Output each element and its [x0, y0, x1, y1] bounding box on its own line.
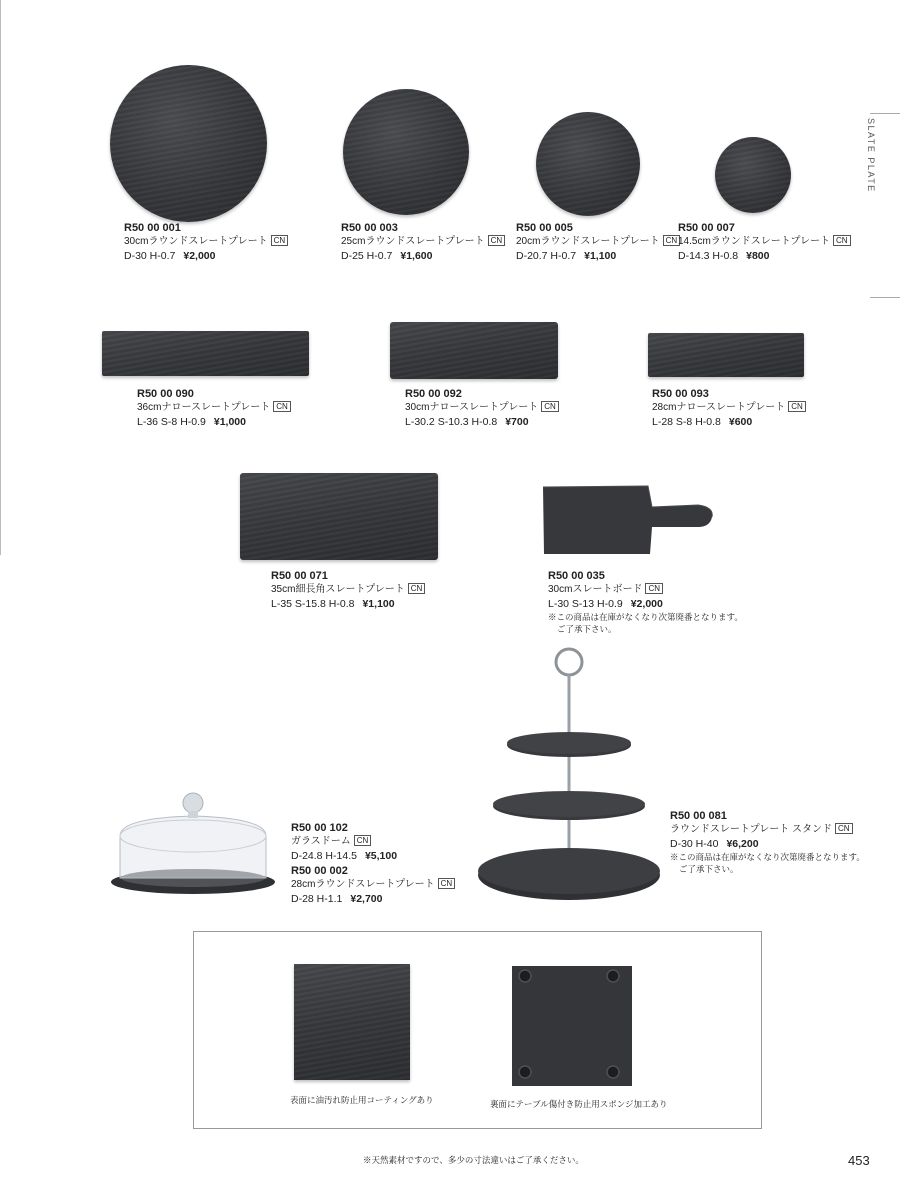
sponge-underside-image: [512, 966, 632, 1086]
product-name: ラウンドスレートプレート スタンド: [670, 824, 832, 835]
product-price: ¥2,000: [183, 250, 216, 262]
product-info-005: [516, 221, 680, 263]
side-rule-bottom: [870, 297, 900, 298]
origin-badge: CN: [835, 823, 853, 834]
origin-badge: CN: [354, 835, 372, 846]
origin-badge: CN: [541, 401, 559, 412]
product-name: 20cmラウンドスレートプレート: [516, 236, 660, 247]
product-name: 36cmナロースレートプレート: [137, 402, 271, 413]
product-code: R50 00 003: [341, 222, 398, 234]
origin-badge: CN: [408, 583, 426, 594]
origin-badge: CN: [273, 401, 291, 412]
product-name: 30cmナロースレートプレート: [405, 402, 539, 413]
product-code: R50 00 035: [548, 570, 605, 582]
product-image-round-25cm: [343, 89, 469, 215]
product-image-round-30cm: [110, 65, 267, 222]
product-code: R50 00 093: [652, 388, 709, 400]
product-name: 14.5cmラウンドスレートプレート: [678, 236, 830, 247]
product-dimensions: L-30.2 S-10.3 H-0.8: [405, 416, 498, 428]
product-info-071: [271, 569, 425, 611]
product-name: 30cmスレートボード: [548, 584, 643, 595]
discontinued-note-2: ご了承下さい。: [557, 624, 617, 634]
product-name: 30cmラウンドスレートプレート: [124, 236, 268, 247]
product-dimensions: L-28 S-8 H-0.8: [652, 416, 721, 428]
product-info-092: [405, 387, 559, 429]
discontinued-note: ※この商品は在庫がなくなり次第廃番となります。: [670, 852, 865, 862]
product-image-slate-board: [540, 483, 715, 558]
product-info-003: [341, 221, 505, 263]
product-info-090: [137, 387, 291, 429]
product-dimensions: L-36 S-8 H-0.9: [137, 416, 206, 428]
natural-material-footnote: ※天然素材ですので、多少の寸法違いはご了承ください。: [363, 1155, 584, 1165]
origin-badge: CN: [438, 878, 456, 889]
product-image-round-14cm: [715, 137, 791, 213]
product-info-081: [670, 809, 865, 875]
left-margin-rule: [0, 0, 1, 555]
product-price: ¥2,700: [350, 893, 383, 905]
product-code: R50 00 007: [678, 222, 735, 234]
product-dimensions: D-25 H-0.7: [341, 250, 393, 262]
product-image-rect-35cm: [240, 473, 438, 560]
product-price: ¥1,600: [400, 250, 433, 262]
product-price: ¥5,100: [364, 850, 398, 862]
product-code: R50 00 090: [137, 388, 194, 400]
product-info-001: [124, 221, 288, 263]
product-dimensions: D-24.8 H-14.5: [291, 850, 357, 862]
product-dimensions: D-28 H-1.1: [291, 893, 343, 905]
product-image-round-20cm: [536, 112, 640, 216]
product-info-035: [548, 569, 743, 635]
page-number: 453: [848, 1153, 870, 1168]
discontinued-note: ※この商品は在庫がなくなり次第廃番となります。: [548, 612, 743, 622]
product-image-narrow-30cm: [390, 322, 558, 379]
product-name: 28cmナロースレートプレート: [652, 402, 786, 413]
product-info-102: [291, 821, 397, 863]
product-name: 25cmラウンドスレートプレート: [341, 236, 485, 247]
origin-badge: CN: [663, 235, 681, 246]
product-name: ガラスドーム: [291, 836, 351, 847]
product-code: R50 00 092: [405, 388, 462, 400]
product-image-narrow-36cm: [102, 331, 309, 376]
product-price: ¥2,000: [630, 598, 663, 610]
product-name: 28cmラウンドスレートプレート: [291, 879, 435, 890]
section-side-title: SLATE PLATE: [866, 118, 876, 193]
discontinued-note-2: ご了承下さい。: [679, 864, 739, 874]
product-info-007: [678, 221, 851, 263]
product-price: ¥1,100: [362, 598, 395, 610]
product-name: 35cm細長角スレートプレート: [271, 584, 405, 595]
origin-badge: CN: [271, 235, 289, 246]
product-info-093: [652, 387, 806, 429]
product-code: R50 00 005: [516, 222, 573, 234]
product-image-glass-dome: [108, 788, 278, 900]
side-rule-top: [870, 113, 900, 114]
coated-surface-image: [294, 964, 410, 1080]
product-info-002: [291, 864, 455, 906]
product-code: R50 00 001: [124, 222, 181, 234]
product-price: ¥6,200: [726, 838, 759, 850]
product-code: R50 00 071: [271, 570, 328, 582]
product-dimensions: D-30 H-40: [670, 838, 719, 850]
product-dimensions: L-35 S-15.8 H-0.8: [271, 598, 355, 610]
product-price: ¥1,000: [213, 416, 246, 428]
product-price: ¥800: [746, 250, 770, 262]
product-code: R50 00 081: [670, 810, 727, 822]
product-dimensions: D-14.3 H-0.8: [678, 250, 739, 262]
origin-badge: CN: [488, 235, 506, 246]
product-image-narrow-28cm: [648, 333, 804, 377]
product-price: ¥600: [728, 416, 753, 428]
product-dimensions: L-30 S-13 H-0.9: [548, 598, 623, 610]
product-dimensions: D-20.7 H-0.7: [516, 250, 577, 262]
origin-badge: CN: [645, 583, 663, 594]
product-dimensions: D-30 H-0.7: [124, 250, 176, 262]
product-image-slate-stand: [475, 644, 665, 906]
product-price: ¥1,100: [584, 250, 617, 262]
origin-badge: CN: [788, 401, 806, 412]
sponge-caption: 裏面にテーブル傷付き防止用スポンジ加工あり: [490, 1099, 668, 1109]
origin-badge: CN: [833, 235, 851, 246]
product-price: ¥700: [505, 416, 529, 428]
feature-box: [193, 931, 762, 1129]
coating-caption: 表面に油汚れ防止用コーティングあり: [290, 1095, 434, 1105]
product-code: R50 00 002: [291, 865, 348, 877]
product-code: R50 00 102: [291, 822, 348, 834]
